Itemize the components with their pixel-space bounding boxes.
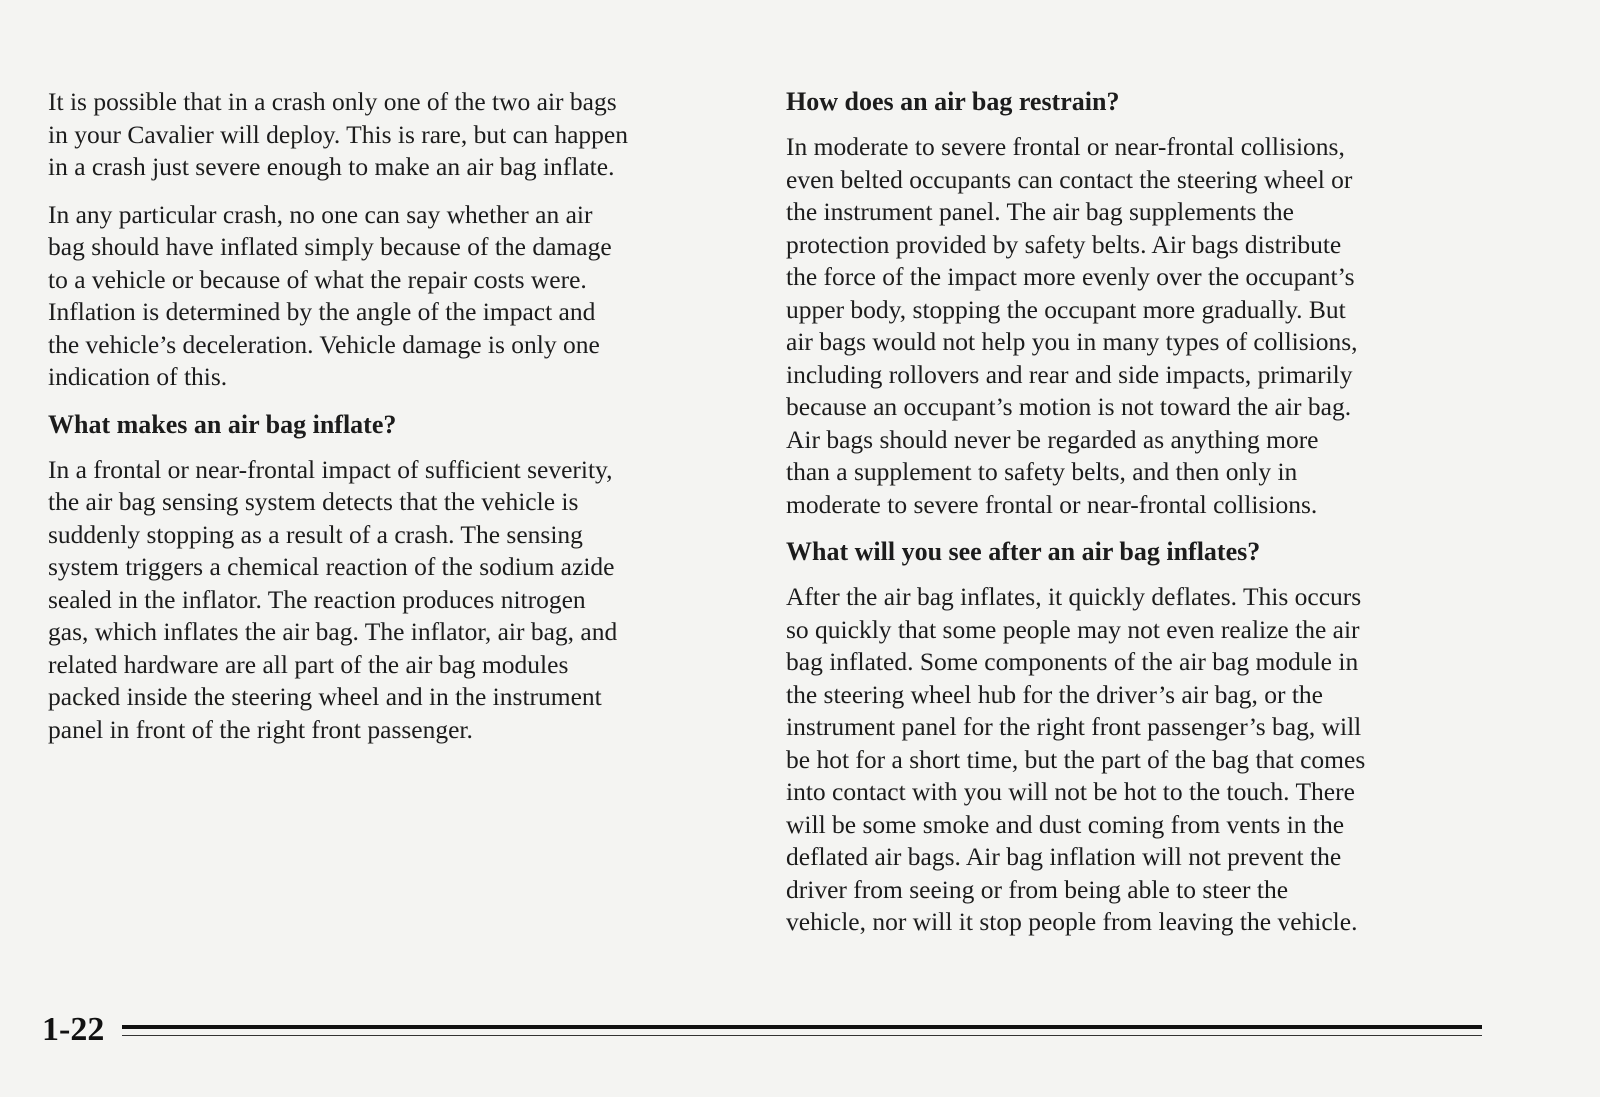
left-column <box>48 86 738 761</box>
heading-after-inflates: What will you see after an air bag inflates? <box>786 537 1261 566</box>
paragraph-inflation-mechanism: In a frontal or near-frontal impact of sufficient severity, the air bag sensing system detects that the vehicle is suddenly stopping as a result of a crash. The sensing system triggers a chemical reaction of the sodium azide sealed in the inflator. The reaction produces nitrogen gas, which inflates the air bag. The inflator, air bag, and related hardware are all part of the air bag modules packed inside the steering wheel and in the instrument panel in front of the right front passenger. <box>48 454 618 744</box>
paragraph-after-inflation: After the air bag inflates, it quickly deflates. This occurs so quickly that some people may not even realize the air bag inflated. Some components of the air bag module in the steering wheel hub for the driver’s air bag, or the instrument panel for the right front passenger’s bag, will be hot for a short time, but the part of the bag that comes into contact with you will not be hot to the touch. There will be some smoke and dust coming from vents in the deflated air bags. Air bag inflation will not prevent the driver from seeing or from being able to steer the vehicle, nor will it stop people from leaving the vehicle. <box>786 582 1366 936</box>
heading-what-makes-inflate: What makes an air bag inflate? <box>48 409 397 439</box>
page-number: 1-22 <box>42 1011 105 1048</box>
footer-rule-thick <box>122 1025 1482 1029</box>
paragraph-restraint: In moderate to severe frontal or near-frontal collisions, even belted occupants can contact the steering wheel or the instrument panel. The air bag supplements the protection provided by safety belts. Air bags distribute the force of the impact more evenly over the occupant’s upper body, stopping the occupant more gradually. But air bags would not help you in many types of collisions, including rollovers and rear and side impacts, primarily because an occupant’s motion is not toward the air bag. Air bags should never be regarded as anything more than a supplement to safety belts, and then only in moderate to severe frontal or near-frontal collisions. <box>786 132 1358 519</box>
heading-how-restrain: How does an air bag restrain? <box>786 87 1120 116</box>
paragraph-inflation-damage: In any particular crash, no one can say whether an air bag should have inflated simply because of the damage to a vehicle or because of what the repair costs were. Inflation is determined by the angle of the impact and the vehicle’s deceleration. Vehicle damage is only one indication of this. <box>48 199 612 391</box>
paragraph-deployment: It is possible that in a crash only one of the two air bags in your Cavalier will deploy. This is rare, but can happen in a crash just severe enough to make an air bag inflate. <box>48 87 628 181</box>
footer-rule-thin <box>122 1035 1482 1036</box>
page-footer <box>42 1010 1482 1050</box>
right-column <box>786 86 1476 954</box>
